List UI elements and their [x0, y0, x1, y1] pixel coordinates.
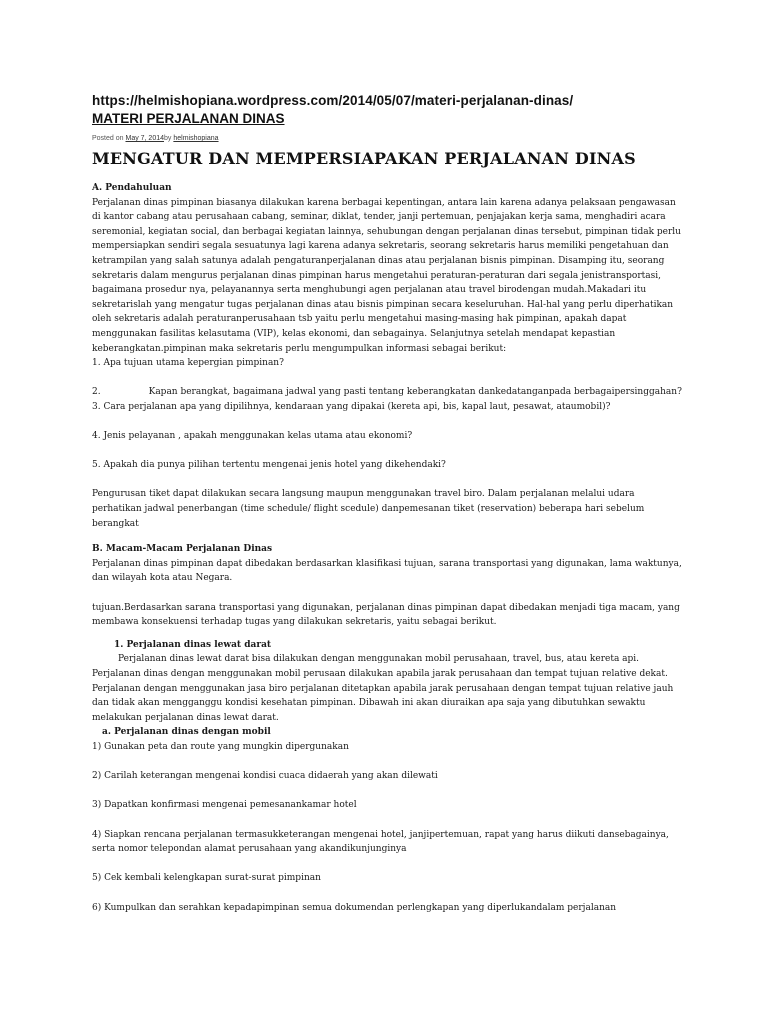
subsection-a-title: a. Perjalanan dinas dengan mobil: [102, 727, 271, 738]
section-a-title: A. Pendahuluan: [92, 183, 172, 193]
post-date-link[interactable]: May 7, 2014: [125, 135, 165, 142]
section-a-paragraph-2: Pengurusan tiket dapat dilakukan secara langsung maupun menggunakan travel biro. Dalam perjalanan melalui udara perhatikan jadwal penerbangan (time schedule/ flight scedule) danpemesanan tiket (reservation) beberapa hari sebelum berangkat: [92, 489, 645, 529]
post-meta: [92, 134, 682, 143]
source-url[interactable]: https://helmishopiana.wordpress.com/2014/05/07/materi-perjalanan-dinas/: [92, 93, 574, 108]
list-item-1: 1) Gunakan peta dan route yang mungkin dipergunakan: [92, 741, 349, 752]
article-body: [92, 181, 682, 915]
question-2-text: Kapan berangkat, bagaimana jadwal yang pasti tentang keberangkatan dankedatanganpada berbagaipersinggahan?: [148, 387, 682, 398]
list-item-5: 5) Cek kembali kelengkapan surat-surat pimpinan: [92, 873, 321, 884]
author-link[interactable]: helmishopiana: [173, 135, 219, 142]
posted-on-label: Posted on: [92, 135, 124, 142]
subsection-1-paragraph: Perjalanan dinas lewat darat bisa dilakukan dengan menggunakan mobil perusahaan, travel, bus, atau kereta api. Perjalanan dinas dengan menggunakan mobil perusaan dilakukan apabila jarak perusahaan dan tempat tujuan relative dekat. Perjalanan dengan menggunakan jasa biro perjalanan ditetapkan apabila jarak perusahaan dengan tempat tujuan relative jauh dan tidak akan mengganggu kondisi kesehatan pimpinan. Dibawah ini akan diuraikan apa saja yang dibutuhkan sewaktu melakukan perjalanan dinas lewat darat.: [92, 654, 674, 723]
question-2-number: 2.: [92, 387, 101, 398]
question-1: 1. Apa tujuan utama kepergian pimpinan?: [92, 358, 284, 369]
section-b-paragraph-1: Perjalanan dinas pimpinan dapat dibedakan berdasarkan klasifikasi tujuan, sarana transportasi yang digunakan, lama waktunya, dan wilayah kota atau Negara.: [92, 558, 682, 584]
list-item-2: 2) Carilah keterangan mengenai kondisi cuaca didaerah yang akan dilewati: [92, 771, 438, 782]
question-5: 5. Apakah dia punya pilihan tertentu mengenai jenis hotel yang dikehendaki?: [92, 460, 446, 471]
question-4: 4. Jenis pelayanan , apakah menggunakan kelas utama atau ekonomi?: [92, 431, 413, 442]
question-2: [92, 385, 682, 400]
section-a-paragraph-1: Perjalanan dinas pimpinan biasanya dilakukan karena berbagai kepentingan, antara lain karena adanya pelaksaan pengawasan di kantor cabang atau perusahaan cabang, seminar, diklat, tender, janji pertemuan, penjajakan kerja sama, menghadiri acara seremonial, kegiatan social, dan berbagai kegiatan lainnya, sehubungan dengan perjalanan dinas tersebut, pimpinan tidak perlu mempersiapkan sendiri segala sesuatunya lagi karena adanya sekretaris, seorang sekretaris harus memiliki pengetahuan dan ketrampilan yang salah satunya adalah pengaturanperjalanan dinas atau perjalanan bisnis pimpinan. Disamping itu, seorang sekretaris dalam mengurus perjalanan dinas pimpinan harus mengetahui peraturan-peraturan dari segala jenistransportasi, bagaimana prosedur nya, pelayanannya serta menghubungi agen perjalanan atau travel birodengan mudah.Makadari itu sekretarislah yang mengatur tugas perjalanan dinas atau bisnis pimpinan secara keseluruhan. Hal-hal yang perlu diperhatikan oleh sekretaris adalah peraturanperusahaan tsb yaitu perlu mengetahui masing-masing hak pimpinan, apakah dapat menggunakan fasilitas kelasutama (VIP), kelas ekonomi, dan sebagainya. Selanjutnya setelah mendapat kepastian keberangkatan.pimpinan maka sekretaris perlu mengumpulkan informasi sebagai berikut:: [92, 197, 681, 354]
post-title[interactable]: MATERI PERJALANAN DINAS: [92, 111, 285, 126]
question-3: 3. Cara perjalanan apa yang dipilihnya, kendaraan yang dipakai (kereta api, bis, kapal laut, pesawat, ataumobil)?: [92, 401, 611, 412]
list-item-3: 3) Dapatkan konfirmasi mengenai pemesanankamar hotel: [92, 800, 357, 811]
list-item-6: 6) Kumpulkan dan serahkan kepadapimpinan semua dokumendan perlengkapan yang diperlukandalam perjalanan: [92, 902, 617, 913]
main-heading: MENGATUR DAN MEMPERSIAPAKAN PERJALANAN DINAS: [92, 149, 636, 168]
list-item-4: 4) Siapkan rencana perjalanan termasukketerangan mengenai hotel, janjipertemuan, rapat yang harus diikuti dansebagainya, serta nomor telepondan alamat perusahaan yang akandikunjunginya: [92, 829, 669, 855]
subsection-1-title: 1. Perjalanan dinas lewat darat: [114, 639, 272, 650]
section-b-title: B. Macam-Macam Perjalanan Dinas: [92, 544, 273, 555]
document-page: [92, 92, 682, 915]
by-label: by: [164, 135, 172, 142]
section-b-paragraph-2: tujuan.Berdasarkan sarana transportasi yang digunakan, perjalanan dinas pimpinan dapat dibedakan menjadi tiga macam, yang membawa konsekuensi terhadap tugas yang dilakukan sekretaris, yaitu sebagai berikut.: [92, 602, 680, 628]
